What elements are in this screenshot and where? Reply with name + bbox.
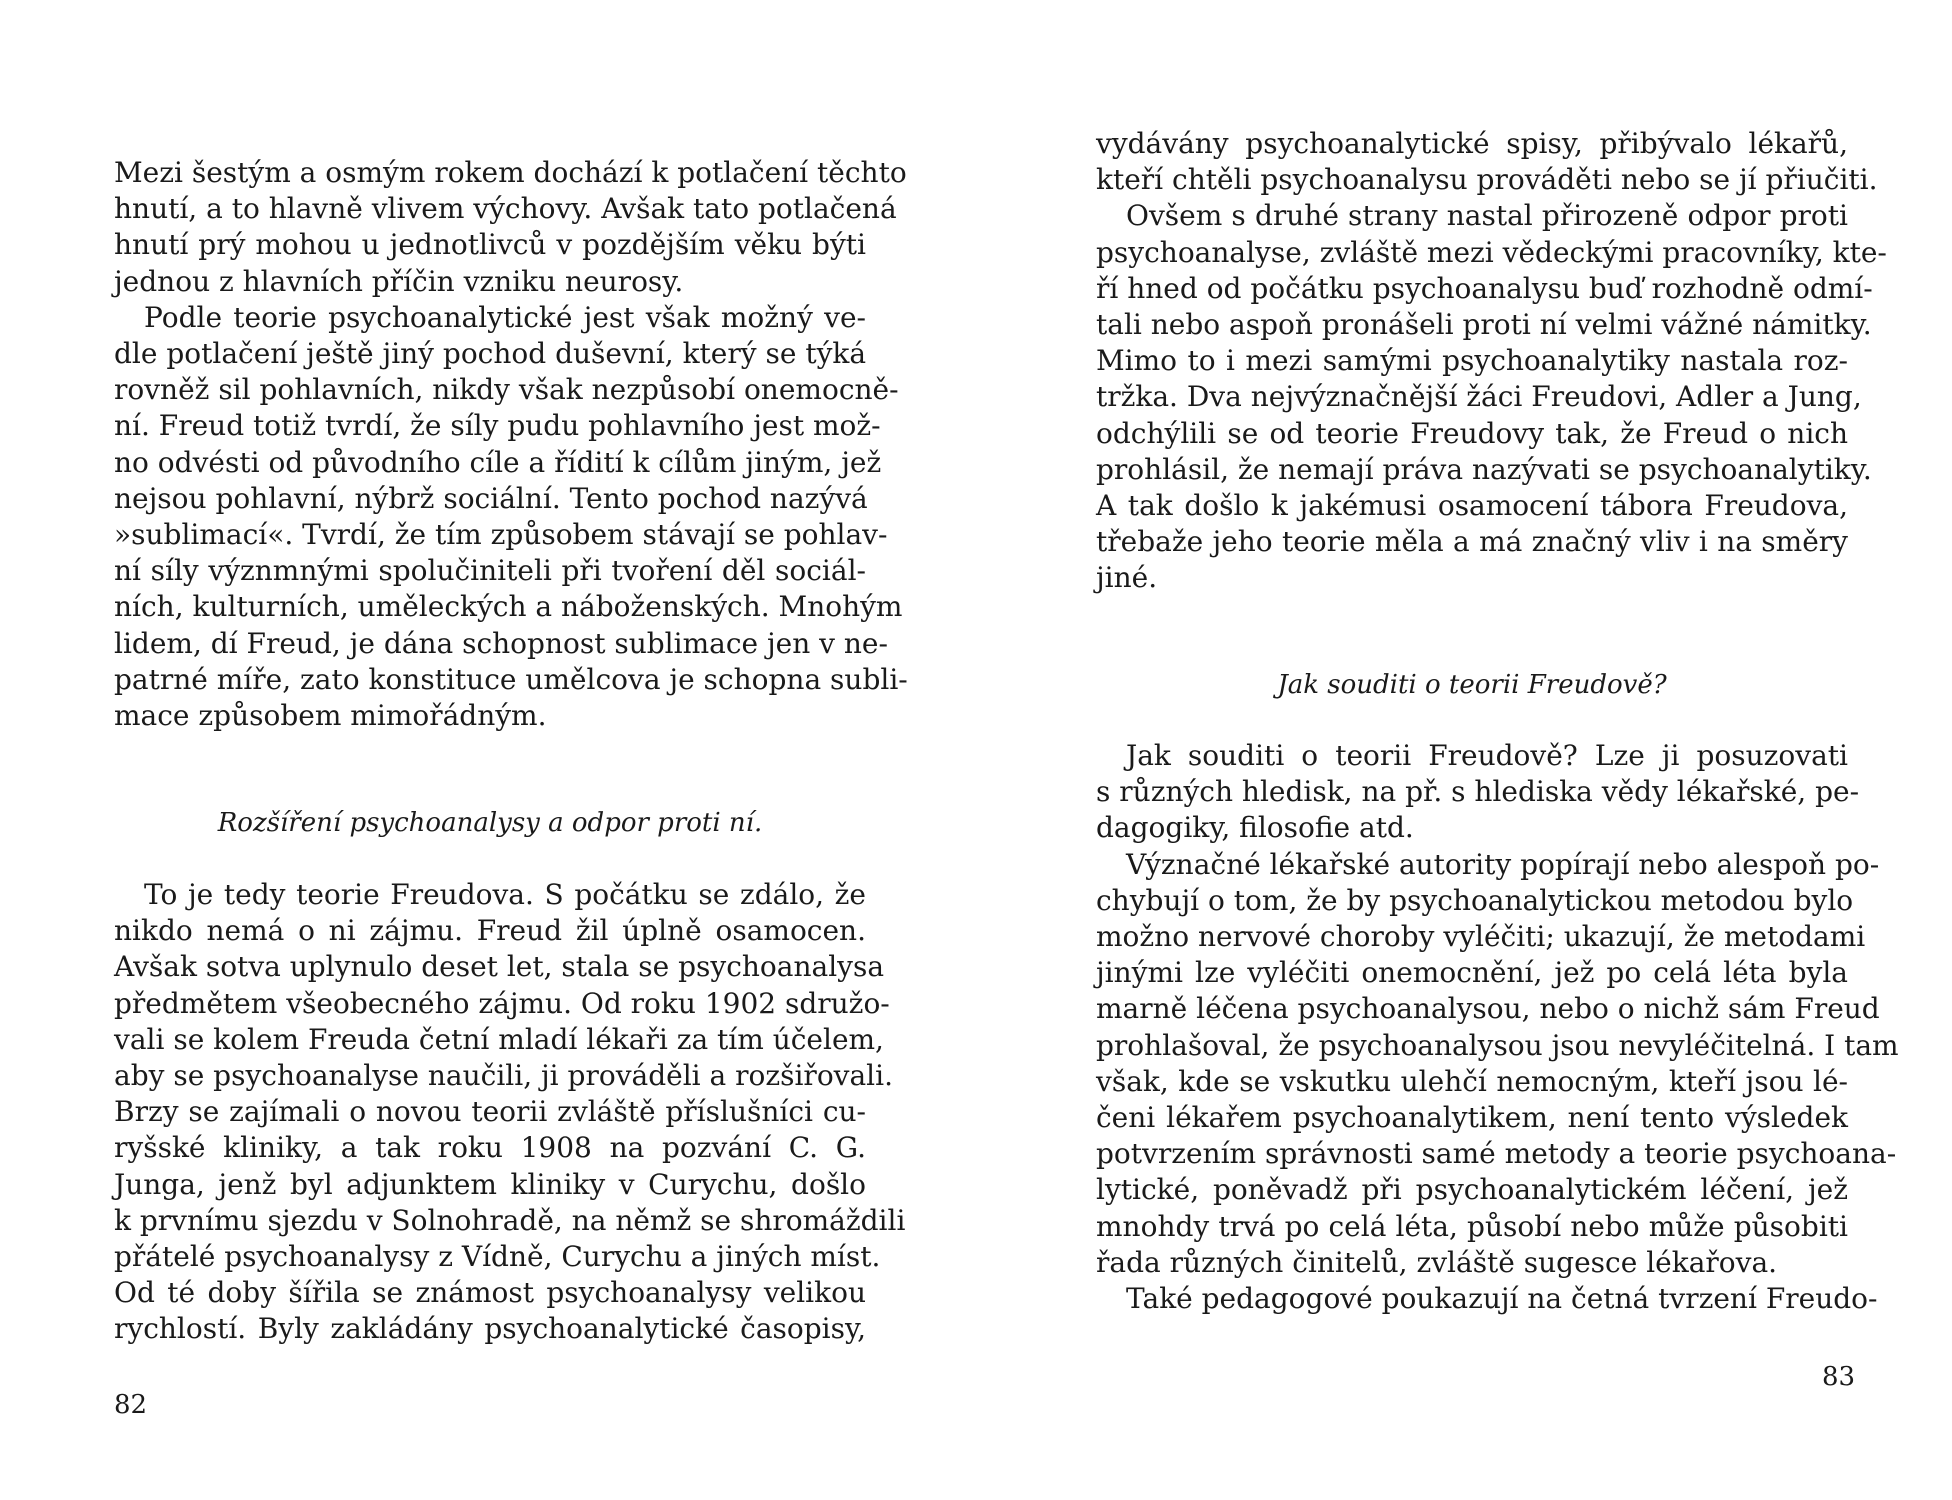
text-line: lytické, poněvadž při psychoanalytickém léčení, jež [1096,1173,1848,1207]
text-line: »sublimací«. Tvrdí, že tím způsobem stávají se pohlav- [114,518,888,551]
text-line: Mezi šestým a osmým rokem dochází k potlačení těchto [114,156,907,189]
text-line: řada různých činitelů, zvláště sugesce lékařova. [1096,1245,1778,1279]
text-line: hnutí prý mohou u jednotlivců v pozdějším věku býti [114,228,866,262]
text-line: ních, kulturních, uměleckých a náboženských. Mnohým [114,590,903,624]
text-line: ní. Freud totiž tvrdí, že síly pudu pohlavního jest mož- [114,409,881,443]
text-line: prohlašoval, že psychoanalysou jsou nevyléčitelná. I tam [1096,1028,1899,1062]
text-line: přátelé psychoanalysy z Vídně, Curychu a jiných míst. [114,1240,881,1273]
text-line: odchýlili se od teorie Freudovy tak, že Freud o nich [1096,416,1848,450]
text-line: vydávány psychoanalytické spisy, přibývalo lékařů, [1096,127,1848,160]
text-line: nejsou pohlavní, nýbrž sociální. Tento pochod nazývá [114,481,868,515]
text-line: však, kde se vskutku ulehčí nemocným, kteří jsou lé- [1096,1064,1848,1098]
text-line: patrné míře, zato konstituce umělcova je schopna subli- [114,662,908,696]
text-line: jednou z hlavních příčin vzniku neurosy. [114,264,684,298]
text-line: třebaže jeho teorie měla a má značný vliv i na směry [1096,525,1848,559]
text-line: mace způsobem mimořádným. [114,699,547,732]
text-line: To je tedy teorie Freudova. S počátku se zdálo, že [144,878,866,911]
text-line: ří hned od počátku psychoanalysu buď rozhodně odmí- [1096,271,1873,305]
text-line: k prvnímu sjezdu v Solnohradě, na němž se shromáždili [114,1203,906,1237]
text-line: psychoanalyse, zvláště mezi vědeckými pracovníky, kte- [1096,235,1887,269]
text-line: dle potlačení ještě jiný pochod duševní, který se týká [114,337,867,370]
text-line: Jak souditi o teorii Freudově? Lze ji posuzovati [1126,739,1848,772]
text-line: Ovšem s druhé strany nastal přirozeně odpor proti [1126,199,1848,233]
text-line: A tak došlo k jakémusi osamocení tábora Freudova, [1096,489,1848,522]
text-line: tržka. Dva nejvýznačnější žáci Freudovi, Adler a Jung, [1096,380,1862,414]
text-line: potvrzením správnosti samé metody a teorie psychoana- [1096,1137,1897,1171]
text-line: ryšské kliniky, a tak roku 1908 na pozvání C. G. [114,1131,866,1165]
text-line: Junga, jenž byl adjunktem kliniky v Curychu, došlo [114,1167,866,1201]
text-line: tali nebo aspoň pronášeli proti ní velmi vážné námitky. [1096,308,1872,341]
text-line: možno nervové choroby vyléčiti; ukazují, že metodami [1096,920,1866,953]
left-section-heading: Rozšíření psychoanalysy a odpor proti ní. [217,808,763,838]
text-line: Od té doby šířila se známost psychoanalysy velikou [114,1276,866,1310]
text-line: nikdo nemá o ni zájmu. Freud žil úplně osamocen. [114,914,866,948]
text-line: předmětem všeobecného zájmu. Od roku 1902 sdružo- [114,986,890,1020]
text-line: s různých hledisk, na př. s hlediska vědy lékařské, pe- [1096,775,1860,809]
text-line: Avšak sotva uplynulo deset let, stala se psychoanalysa [114,950,885,984]
text-line: ní síly význmnými spolučiniteli při tvoření děl sociál- [114,554,866,588]
text-line: marně léčena psychoanalysou, nebo o nichž sám Freud [1096,992,1880,1026]
text-line: hnutí, a to hlavně vlivem výchovy. Avšak tato potlačená [114,192,897,226]
right-page-number: 83 [1822,1362,1856,1392]
text-line: rychlostí. Byly zakládány psychoanalytické časopisy, [114,1312,866,1346]
text-line: Význačné lékařské autority popírají nebo alespoň po- [1126,847,1880,881]
text-line: dagogiky, filosofie atd. [1096,811,1414,845]
text-line: Mimo to i mezi samými psychoanalytiky nastala roz- [1096,344,1848,378]
text-line: aby se psychoanalyse naučili, ji prováděli a rozšiřovali. [114,1059,893,1092]
right-section-heading: Jak souditi o teorii Freudově? [1277,670,1667,700]
left-page-number: 82 [114,1390,148,1420]
text-line: no odvésti od původního cíle a řídití k cílům jiným, jež [114,445,882,479]
text-line: chybují o tom, že by psychoanalytickou metodou bylo [1096,883,1854,917]
text-line: vali se kolem Freuda četní mladí lékaři za tím účelem, [114,1022,884,1056]
text-line: prohlásil, že nemají práva nazývati se psychoanalytiky. [1096,452,1872,486]
text-line: mnohdy trvá po celá léta, působí nebo může působiti [1096,1209,1848,1243]
text-line: Brzy se zajímali o novou teorii zvláště příslušníci cu- [114,1095,866,1129]
text-line: rovněž sil pohlavních, nikdy však nezpůsobí onemocně- [114,373,899,407]
text-line: lidem, dí Freud, je dána schopnost sublimace jen v ne- [114,626,888,660]
text-line: kteří chtěli psychoanalysu prováděti nebo se jí přiučiti. [1096,163,1878,197]
text-line: Podle teorie psychoanalytické jest však možný ve- [144,300,866,334]
text-line: Také pedagogové poukazují na četná tvrzení Freudo- [1126,1282,1878,1315]
right-page [976,0,1952,1500]
text-line: jiné. [1096,561,1158,595]
text-line: jinými lze vyléčiti onemocnění, jež po celá léta byla [1096,956,1848,990]
text-line: čeni lékařem psychoanalytikem, není tento výsledek [1096,1101,1848,1134]
